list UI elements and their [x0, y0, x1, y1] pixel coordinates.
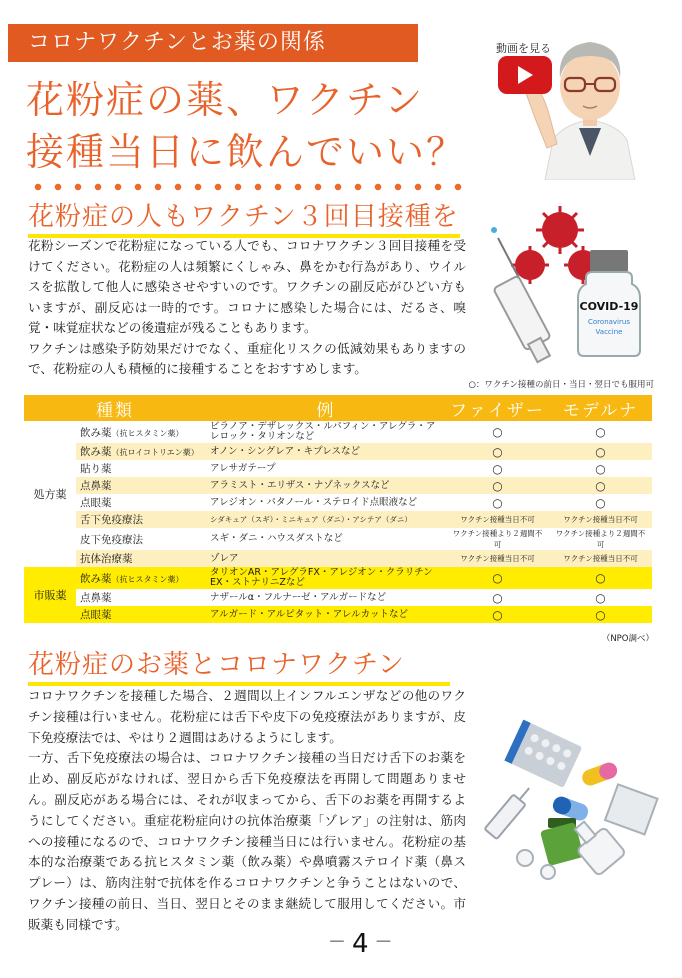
section-tag: コロナワクチンとお薬の関係: [8, 24, 418, 62]
row-pfizer: ○: [492, 425, 503, 439]
dotted-divider: [28, 183, 464, 191]
row-type: 点鼻薬: [76, 589, 206, 606]
header-moderna: モデルナ: [549, 395, 652, 421]
table-row: [24, 460, 652, 477]
page-number-value: 4: [352, 929, 369, 959]
row-moderna: ○: [549, 477, 652, 494]
youtube-play-icon: [518, 66, 533, 84]
table-row: [24, 421, 652, 443]
row-type: 舌下免疫療法: [76, 511, 206, 528]
row-moderna: ワクチン接種より２週間不可: [555, 529, 646, 549]
powder-packet-icon: [605, 784, 657, 834]
row-example: アルガード・アルピタット・アレルカットなど: [206, 606, 446, 623]
row-moderna: ○: [549, 443, 652, 460]
table-row: [24, 550, 652, 567]
row-example: シダキュア（スギ）・ミニキュア（ダニ）・アシテア（ダニ）: [206, 511, 446, 528]
row-example: ゾレア: [206, 550, 446, 567]
category-prescription: 処方薬: [33, 488, 67, 501]
section2-paragraph-1: コロナワクチンを接種した場合、２週間以上インフルエンザなどの他のワクチン接種は行いません。花粉症には舌下や皮下の免疫療法がありますが、皮下免疫療法では、やはり２週間はあけるようにします。: [28, 688, 466, 745]
row-type: 飲み薬: [80, 446, 112, 458]
page-number: － 4 －: [328, 929, 393, 959]
row-pfizer: ○: [446, 606, 549, 623]
header-pfizer: ファイザー: [446, 395, 549, 421]
row-pfizer: ワクチン接種当日不可: [446, 550, 549, 567]
table-row: [24, 511, 652, 528]
row-type: 貼り薬: [80, 463, 112, 475]
row-type: 抗体治療薬: [76, 550, 206, 567]
row-moderna: ワクチン接種当日不可: [549, 511, 652, 528]
table-row: [24, 589, 652, 606]
row-type: 点眼薬: [76, 606, 206, 623]
table-row: [24, 443, 652, 460]
source-note: （NPO調べ）: [601, 634, 654, 644]
row-moderna: ワクチン接種当日不可: [549, 550, 652, 567]
row-type: 点眼薬: [80, 497, 112, 509]
row-example: アレジオン・パタノール・ステロイド点眼液など: [210, 496, 418, 508]
row-example: アラミスト・エリザス・ナゾネックスなど: [206, 477, 446, 494]
table-header-row: [24, 395, 652, 421]
row-pfizer: ○: [446, 589, 549, 606]
title-line-2: 接種当日に飲んでいい？: [26, 130, 467, 174]
syringe-icon: [484, 783, 535, 839]
row-type: 飲み薬: [80, 572, 112, 585]
blister-pack-icon: [504, 720, 582, 788]
row-moderna: ○: [595, 495, 606, 510]
table-row: [24, 606, 652, 623]
video-label: 動画を見る: [496, 42, 551, 55]
row-moderna: ○: [595, 461, 606, 476]
virus-icon: [515, 212, 598, 280]
capsule-icon: [580, 760, 619, 787]
section2-paragraph-2: 一方、舌下免疫療法の場合は、コロナワクチン接種の当日だけ舌下のお薬を止め、副反応がなければ、翌日から舌下免疫療法を再開して問題ありません。副反応がある場合には、それが収まってから、舌下のお薬を再開するようにしてください。重症花粉症向けの抗体治療薬「ゾレア」の注射は、筋肉への接種になるので、コロナワクチン接種当日には行いません。花粉症の基本的な治療薬である抗ヒスタミン薬（飲み薬）や鼻噴霧ステロイド薬（鼻スプレー）は、筋肉注射で抗体を作るコロナワクチンと争うことはないので、ワクチン接種の前日、当日、翌日とそのまま継続して服用してください。市販薬も同様です。: [28, 750, 466, 932]
row-type: 点鼻薬: [76, 477, 206, 494]
row-pfizer: ○: [446, 567, 549, 589]
table-legend-note: ○：ワクチン接種の前日・当日・翌日でも服用可: [468, 380, 654, 390]
syringe-icon: [491, 227, 551, 362]
table-row: [24, 528, 652, 550]
row-example: ビラノア・デザレックス・ルパフィン・アレグラ・アレロック・タリオンなど: [210, 421, 436, 442]
row-moderna: ○: [549, 589, 652, 606]
title-line-1: 花粉症の薬、ワクチン: [26, 78, 425, 122]
row-type: 飲み薬: [80, 426, 112, 439]
table-row: [24, 494, 652, 511]
row-pfizer: ○: [492, 461, 503, 476]
section1-heading: 花粉症の人もワクチン３回目接種を: [28, 200, 460, 238]
row-pfizer: ○: [446, 443, 549, 460]
section2-heading: 花粉症のお薬とコロナワクチン: [28, 648, 450, 686]
section2-body: [28, 686, 466, 936]
section1-body: [28, 236, 466, 380]
table-row: [24, 567, 652, 589]
row-pfizer: ワクチン接種当日不可: [446, 511, 549, 528]
svg-text:Coronavirus: Coronavirus: [588, 318, 630, 326]
medicines-illustration: [470, 700, 675, 880]
row-pfizer: ○: [492, 495, 503, 510]
section1-paragraph-2: ワクチンは感染予防効果だけでなく、重症化リスクの低減効果もありますので、花粉症の人も積極的に接種することをおすすめします。: [28, 340, 466, 376]
row-pfizer: ○: [446, 477, 549, 494]
header-type: 種類: [24, 395, 206, 421]
video-play-button[interactable]: [498, 56, 552, 94]
svg-text:Vaccine: Vaccine: [595, 328, 623, 336]
row-type: 皮下免疫療法: [80, 533, 143, 546]
row-moderna: ○: [549, 567, 652, 589]
row-example: タリオンAR・アレグラFX・アレジオン・クラリチンEX・ストナリニZなど: [206, 567, 446, 589]
table-row: [24, 477, 652, 494]
row-example: アレサガテープ: [210, 462, 276, 474]
row-moderna: ○: [595, 425, 606, 439]
row-example: オノン・シングレア・キプレスなど: [206, 443, 446, 460]
section1-paragraph-1: 花粉シーズンで花粉症になっている人でも、コロナワクチン３回目接種を受けてください。花粉症の人は頻繁にくしゃみ、鼻をかむ行為があり、ウイルスを拡散して他人に感染させやすいのです。ワクチンの副反応がひどい方もいますが、副反応は一時的です。コロナに感染した場合には、だるさ、嗅覚・味覚症状などの後遺症が残ることもあります。: [28, 238, 466, 335]
row-pfizer: ワクチン接種より２週間不可: [452, 529, 543, 549]
row-example: スギ・ダニ・ハウスダストなど: [210, 533, 343, 544]
row-type-note: （抗ロイコトリエン薬）: [111, 448, 199, 457]
vaccine-illustration: [480, 200, 680, 370]
row-type-note: （抗ヒスタミン薬）: [111, 574, 184, 584]
row-example: ナザールα・フルナーゼ・アルガードなど: [206, 589, 446, 606]
row-type-note: （抗ヒスタミン薬）: [111, 428, 184, 438]
svg-text:COVID-19: COVID-19: [579, 300, 639, 313]
row-moderna: ○: [549, 606, 652, 623]
header-example: 例: [206, 395, 446, 421]
page-title: [26, 74, 476, 178]
category-otc: 市販薬: [24, 567, 76, 623]
medication-table: [24, 395, 652, 623]
bottle-icon: [540, 818, 584, 866]
